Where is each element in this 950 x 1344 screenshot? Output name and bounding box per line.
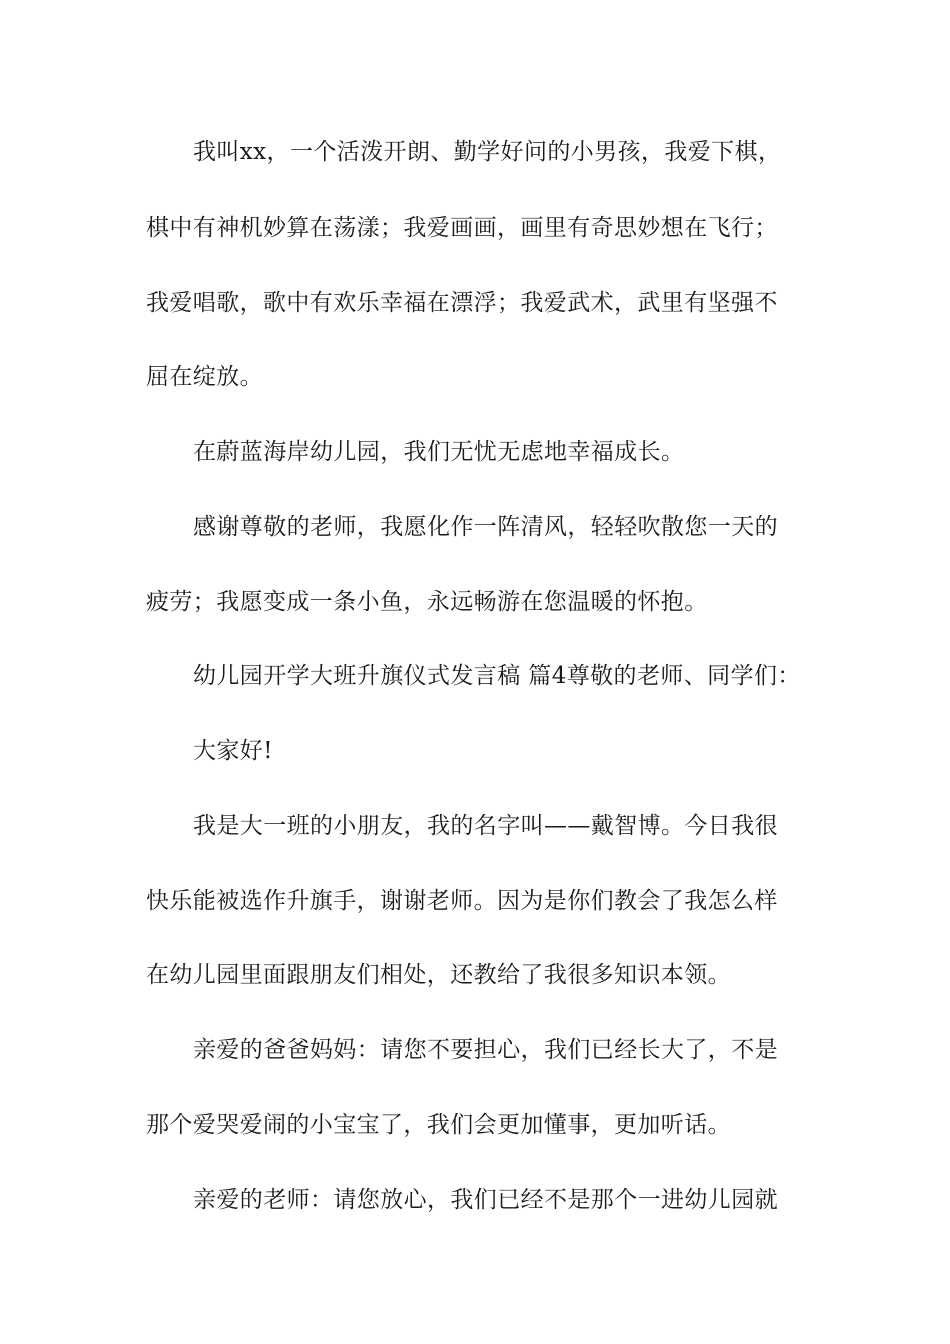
section-heading-line: 幼儿园开学大班升旗仪式发言稿 篇4尊敬的老师、同学们： <box>193 663 801 689</box>
paragraph-line: 屈在绽放。 <box>146 364 263 390</box>
paragraph-line: 亲爱的爸爸妈妈：请您不要担心，我们已经长大了，不是 <box>193 1037 778 1063</box>
paragraph-line: 那个爱哭爱闹的小宝宝了，我们会更加懂事，更加听话。 <box>146 1112 731 1138</box>
paragraph-line: 我爱唱歌，歌中有欢乐幸福在漂浮；我爱武术，武里有坚强不 <box>146 290 778 316</box>
greeting-line: 大家好! <box>193 738 273 764</box>
paragraph-line: 快乐能被选作升旗手，谢谢老师。因为是你们教会了我怎么样 <box>146 888 778 914</box>
paragraph-line: 疲劳；我愿变成一条小鱼，永远畅游在您温暖的怀抱。 <box>146 589 708 615</box>
paragraph-line: 感谢尊敬的老师，我愿化作一阵清风，轻轻吹散您一天的 <box>193 514 778 540</box>
paragraph-line: 在蔚蓝海岸幼儿园，我们无忧无虑地幸福成长。 <box>193 439 685 465</box>
paragraph-line: 亲爱的老师：请您放心，我们已经不是那个一进幼儿园就 <box>193 1187 778 1213</box>
paragraph-line: 我是大一班的小朋友，我的名字叫——戴智博。今日我很 <box>193 813 778 839</box>
paragraph-line: 在幼儿园里面跟朋友们相处，还教给了我很多知识本领。 <box>146 962 731 988</box>
paragraph-line: 我叫xx，一个活泼开朗、勤学好问的小男孩，我爱下棋， <box>193 139 782 165</box>
paragraph-line: 棋中有神机妙算在荡漾；我爱画画，画里有奇思妙想在飞行； <box>146 215 778 241</box>
